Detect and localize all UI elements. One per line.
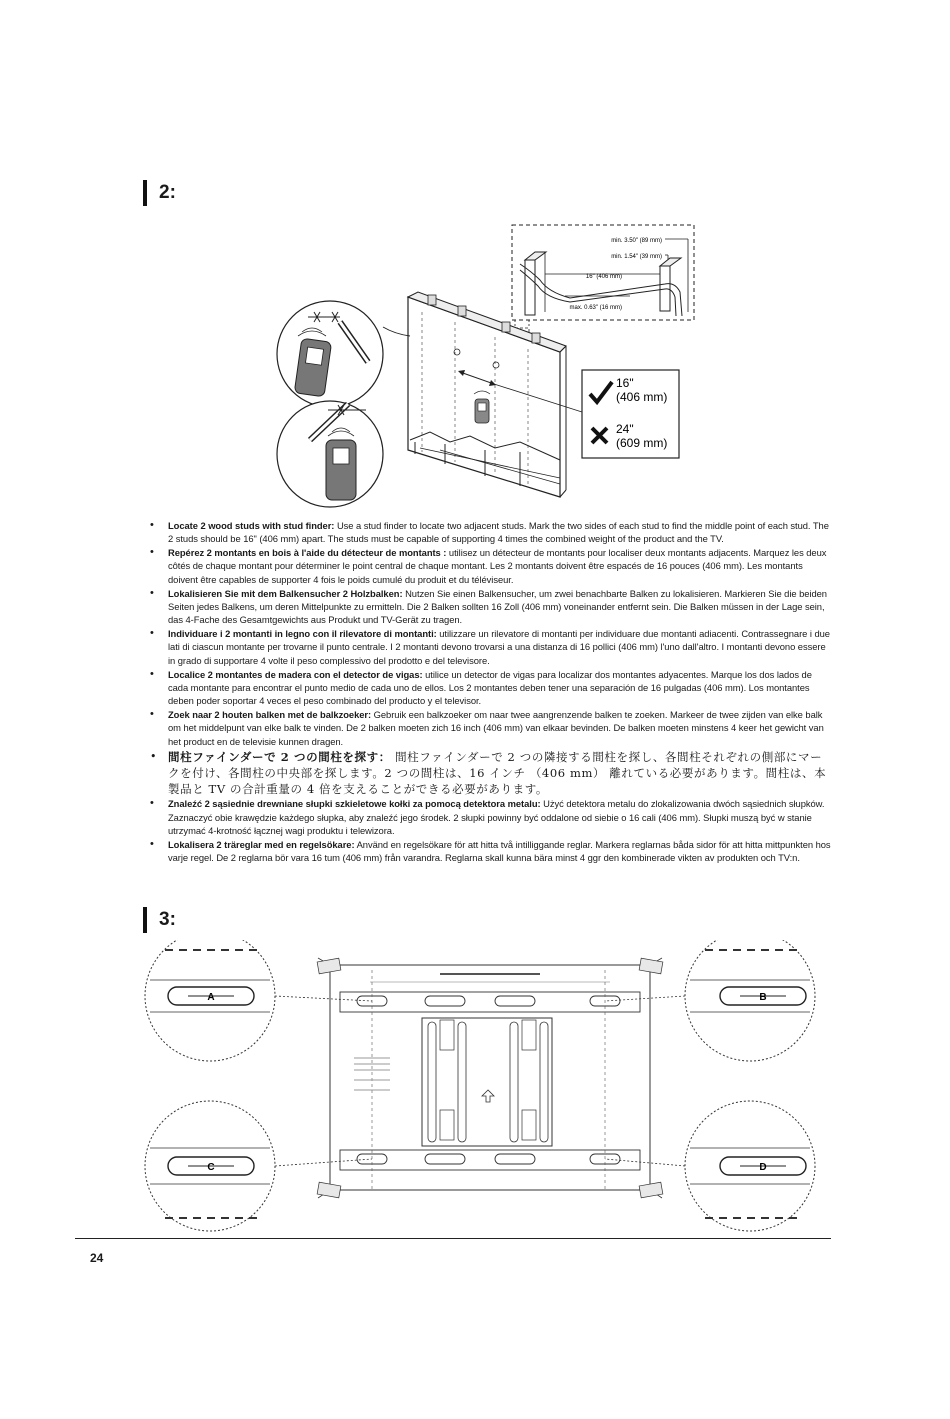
label-a: A: [207, 992, 215, 1003]
ok-mm: (406 mm): [616, 390, 668, 404]
instruction-fr: • Repérez 2 montants en bois à l'aide du détecteur de montants : utilisez un détecteur de montants pour localiser deux montants adjacents. Marquez les deux côtés de chaque montant pour déterminer le point central de chaque montant. Les 2 montants doivent être espacés de 16 pouces (406 mm). Les montants doivent être capables de supporter 4 fois le poids cumulé du produit et du téléviseur.: [147, 546, 832, 586]
step-2-label: 2:: [159, 182, 176, 203]
instruction-list: [147, 519, 832, 865]
instruction-it: • Individuare i 2 montanti in legno con il rilevatore di montanti: utilizzare un rilevatore di montanti per individuare due montanti adiacenti. Contrassegnare i due lati di ciascun montante per trovarne il punto centrale. I 2 montanti devono trovarsi a una distanza di 16 pollici (406 mm) l'uno dall'altro. I montanti devono essere in grado di supportare 4 volte il peso complessivo del prodotto e del televisore.: [147, 627, 832, 667]
stud-finder-illustration: [270, 222, 695, 515]
instruction-nl: • Zoek naar 2 houten balken met de balkzoeker: Gebruik een balkzoeker om naar twee aangrenzende balken te zoeken. Markeer de twee zijden van elke balk om het middelpunt van elke balk te vinden. De 2 balken moeten zich 16 inch (406 mm) van elkaar bevinden. De balken moeten minstens 4 keer het gewicht van het product en de televisie kunnen dragen.: [147, 708, 832, 748]
step-marker-bar: [143, 180, 147, 206]
step-marker-bar: [143, 907, 147, 933]
dim-16: 16" (406 mm): [585, 274, 622, 280]
step-3-label: 3:: [159, 909, 176, 930]
ok-inches: 16": [616, 376, 634, 390]
footer-rule: [75, 1238, 831, 1239]
dim-min-39: min. 1.54" (39 mm): [611, 254, 662, 260]
instruction-ja: • 間柱ファインダーで 2 つの間柱を探す： 間柱ファインダーで 2 つの隣接する間柱を探し、各間柱それぞれの側部にマークを付け、各間柱の中央部を探します。2 つの間柱は、16 インチ （406 mm） 離れている必要があります。間柱は、本製品と TV の合計重量の 4 倍を支えることができる必要があります。: [147, 749, 832, 797]
instruction-de: • Lokalisieren Sie mit dem Balkensucher 2 Holzbalken: Nutzen Sie einen Balkensucher, um zwei benachbarte Balken zu lokalisieren. Markieren Sie die beiden Seiten jedes Balkens, um deren Mittelpunkte zu ermitteln. Die 2 Balken sollten 16 Zoll (406 mm) voneinander entfernt sein. Die Balken müssen in der Lage sein, das 4-Fache des Gesamtgewichts aus Produkt und TV-Gerät zu tragen.: [147, 587, 832, 627]
page-number: 24: [90, 1251, 104, 1265]
instruction-sv: • Lokalisera 2 träreglar med en regelsökare: Använd en regelsökare för att hitta två intilliggande reglar. Markera reglarnas båda sidor för att hitta mittpunkten hos varje regel. De 2 reglarna bör vara 16 tum (406 mm) från varandra. Reglarna skall kunna bära minst 4 ggr den kombinerade vikten av produkten och TV:n.: [147, 838, 832, 865]
dim-max-16: max. 0.63" (16 mm): [569, 305, 622, 311]
instruction-pl: • Znaleźć 2 sąsiednie drewniane słupki szkieletowe kołki za pomocą detektora metalu: Użyć detektora metalu do zlokalizowania dwóch sąsiednich słupków. Zaznaczyć obie krawędzie każdego słupka, aby znaleźć jego środek. 2 słupki powinny być oddalone od siebie o 16 cali (406 mm). Słupki muszą być w stanie utrzymać 4-krotność łącznej wagi produktu i telewizora.: [147, 797, 832, 837]
step-3-header: [143, 907, 176, 933]
mounting-template-illustration: [140, 940, 820, 1240]
label-d: D: [759, 1162, 767, 1173]
label-c: C: [207, 1162, 215, 1173]
step-2-header: [143, 180, 176, 206]
bad-mm: (609 mm): [616, 436, 668, 450]
dim-min-89: min. 3.50" (89 mm): [611, 238, 662, 244]
instruction-es: • Localice 2 montantes de madera con el detector de vigas: utilice un detector de vigas para localizar dos montantes adyacentes. Marque los dos lados de cada montante para encontrar el punto medio de cada uno de ellos. Los 2 montantes deben tener una separación de 16 pulgadas (406 mm). Los montantes deben poder soportar 4 veces el peso combinado del producto y el televisor.: [147, 668, 832, 708]
label-b: B: [759, 992, 767, 1003]
bad-inches: 24": [616, 422, 634, 436]
instruction-en: • Locate 2 wood studs with stud finder: Use a stud finder to locate two adjacent studs. Mark the two sides of each stud to find the middle point of each stud. The 2 studs should be 16" (406 mm) apart. The studs must be capable of supporting 4 times the combined weight of the product and the TV.: [147, 519, 832, 546]
